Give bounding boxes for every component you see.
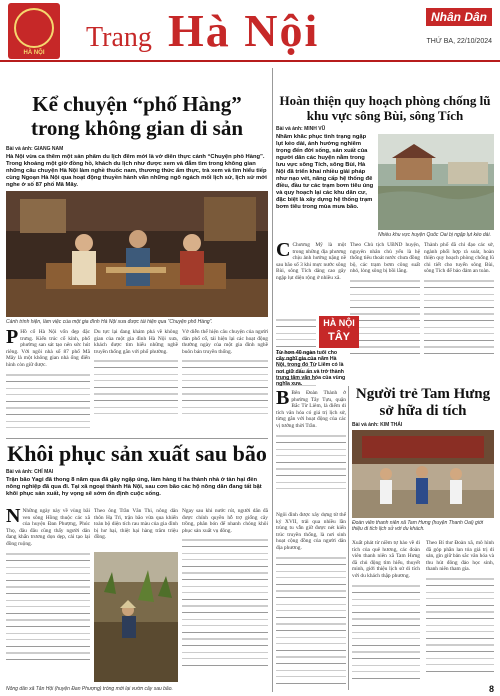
emblem-label: HÀ NỘI xyxy=(23,50,45,56)
article5-byline: Bài và ảnh: KIM THÁI xyxy=(352,422,403,428)
article1-byline: Bài và ảnh: GIANG NAM xyxy=(6,146,64,152)
article5-col1 xyxy=(352,540,420,690)
article3-body1: Những ngày này về vùng bãi ven sông Hồng thuộc các xã của huyện Đan Phượng, Phúc Thọ, đâu đâu cũng thấy người dân đang khẩn trương dọn dẹp, cải tạo lại đồng ruộng. xyxy=(6,508,90,547)
article2-byline: Bài và ảnh: MINH VŨ xyxy=(276,126,326,132)
article3-body3: Ngay sau khi nước rút, người dân đã được chính quyền hỗ trợ giống cây trồng, phân bón để nhanh chóng khôi phục sản xuất vụ đông. xyxy=(182,508,268,534)
article2-sapo: Nhằm khắc phục tình trạng ngập lụt kéo dài, ảnh hưởng nghiêm trọng đến đời sống, sản xuất của người dân các huyện nằm trong lưu vực sông Tích, sông Bùi, Hà Nội đã triển khai nhiều giải pháp như nạo vét, nâng cấp hệ thống đê điều, đầu tư các trạm bơm tiêu úng và quy hoạch lại các khu dân cư, đặc biệt là xây dựng hệ thống trạm bơm tiêu trong mùa mưa bão. xyxy=(276,134,374,210)
article3-byline: Bài và ảnh: CHÍ MAI xyxy=(6,469,54,475)
article3-title: Khôi phục sản xuất sau bão xyxy=(7,441,267,466)
article1-col3 xyxy=(182,329,268,435)
article5-col2 xyxy=(426,540,494,684)
article1-title-line1: Kể chuyện “phố Hàng” xyxy=(32,92,242,116)
article5-photo xyxy=(352,430,494,518)
badge-line1: HÀ NỘI xyxy=(323,318,355,328)
article2-body3: Thành phố đã chỉ đạo các sở, ngành phối hợp rà soát, hoàn thiện quy hoạch phòng chống lũ chi tiết cho tuyến sông Bùi, sông Tích để bảo đảm an toàn. xyxy=(424,242,494,275)
article3-caption: Nông dân xã Tân Hội (huyện Đan Phượng) trồng mới lại vườn cây sau bão. xyxy=(6,686,173,692)
article4-sapo: Từ hơn 40 ngàn tuổi cho cây nghĩ gia của năm Hà Nội, trong đó Từ Liêm có là nơi giữ dấu ấn và trở thành trung tâm văn hóa của vùng nghĩa xưa. xyxy=(276,350,346,388)
article1-col1 xyxy=(6,329,90,435)
article1-dropcap: P xyxy=(6,329,19,348)
article3-photo xyxy=(94,552,178,682)
article4-col1 xyxy=(276,390,346,510)
article4-body2: Ngôi đình được xây dựng từ thế kỷ XVII, trải qua nhiều lần trùng tu vẫn giữ được nét kiến trúc truyền thống, là nơi sinh hoạt cộng đồng của người dân địa phương. xyxy=(276,512,346,551)
article2-col2 xyxy=(350,242,420,382)
article3-col2 xyxy=(94,508,178,550)
article1-caption: Cảnh trình hiện, làm việc của một gia đình Hà Nội xưa được tái hiện qua “Chuyện phố Hàng”. xyxy=(6,319,213,325)
badge-line2: TÂY xyxy=(328,331,350,343)
article1-title-line2: trong không gian di sản xyxy=(30,116,244,140)
hanoi-emblem-icon xyxy=(8,3,60,59)
article2-body1: Chương Mỹ là một trong những địa phương chịu ảnh hưởng nặng nề sau bão số 3 khi mực nước sông Bùi, sông Tích dâng cao gây ngập lụt diện rộng ở nhiều xã. xyxy=(276,242,346,281)
article2-dropcap: C xyxy=(276,242,291,261)
section-badge xyxy=(319,316,359,348)
issue-date: THỨ BA, 22/10/2024 xyxy=(426,38,492,45)
article1-body3: Vở diễn thể hiện câu chuyện của người dân phố cổ, tái hiện lại các hoạt động thường ngày của một gia đình nghề buôn bán truyền thống. xyxy=(182,329,268,355)
column-divider-2 xyxy=(348,386,349,690)
article1-photo xyxy=(6,191,268,317)
article3-sapo: Trận bão Yagi đã thong 8 năm qua đã gây ngập úng, làm hàng tỉ ha thành nhà ở tàn hại đến nông nghiệp đã qua đi. Tại xã ngoại thành Hà Nội, sau cơn bão các hộ nông dân đang tất bật khôi phục sản xuất, hy vọng sẽ sớm ổn định cuộc sống. xyxy=(6,477,262,497)
article5-body1: Xuất phát từ niềm tự hào về di tích của quê hương, các đoàn viên thanh niên xã Tam Hưng đã chủ động tìm hiểu, thuyết minh, giới thiệu lịch sử di tích với du khách thập phương. xyxy=(352,540,420,579)
article1-col2 xyxy=(94,329,178,435)
article2-title: Hoàn thiện quy hoạch phòng chống lũ khu vực sông Bùi, sông Tích xyxy=(279,93,491,123)
article2-col3 xyxy=(424,242,494,382)
divider xyxy=(6,438,268,439)
column-divider xyxy=(272,68,273,692)
article2-photo xyxy=(378,134,494,230)
article2-col1 xyxy=(276,242,346,312)
article5-title: Người trẻ Tam Hưng sở hữa di tích xyxy=(355,386,491,419)
article3-col3 xyxy=(182,508,268,684)
section-word: Trang xyxy=(86,22,152,53)
article1-body1: Hồ cổ Hà Nội vốn đẹp đặc trưng. Kiến trúc cổ kính, phố phường san sát tạo nên sức hút riêng. Với ngôi nhà số 87 phố Mã Mây là một không gian nhà ống điển hình còn giữ được. xyxy=(6,329,90,368)
page-number: 8 xyxy=(488,684,494,694)
section-title: Hà Nội xyxy=(168,5,320,56)
article4-col2 xyxy=(276,512,346,690)
article3-dropcap: N xyxy=(6,508,21,527)
article4-dropcap: B xyxy=(276,390,290,409)
masthead xyxy=(0,0,500,62)
article1-body2: Du tực lại đang khám phá về không gian của một gia đình Hà Nội xưa, khách được tìm hiểu những nghề truyền thống gắn với phố phường. xyxy=(94,329,178,355)
article2-caption: Nhiều khu vực huyện Quốc Oai bị ngập lụt kéo dài. xyxy=(378,232,491,238)
article3-col1 xyxy=(6,508,90,684)
article1-sapo: Hà Nội vừa ca thêm một sản phẩm du lịch đêm mới là vở diễn thực cảnh “Chuyện phố Hàng”. Trong khoảng một giờ đồng hồ, khách du lịch như được xem và đắm tìm trong không gian những câu chuyện Hà Nội làm nghề thuốc nam, thương thức ẩm thực, trà xem và tìm hiểu tiếp cùng Ngoạn Hà Nội qua hoạt động thuyền hành văn những ngõ ngách mối lịch sử, lịch sử mới nghe ở số 87 phố Mã Mây. xyxy=(6,154,267,188)
article3-body2: Theo ông Trần Văn Thi, nông dân thôn Hạ Trì, trận bão vừa qua khiến toàn bộ diện tích rau màu của gia đình bị hư hại, thiệt hại hàng trăm triệu đồng. xyxy=(94,508,178,541)
newspaper-logo: Nhân Dân xyxy=(426,8,492,26)
article2-body2: Theo Chủ tịch UBND huyện, nguyên nhân chủ yếu là hệ thống tiêu thoát nước chưa đồng bộ, các trạm bơm công suất nhỏ, lòng sông bị bồi lắng. xyxy=(350,242,420,275)
article5-body2: Theo Bí thư Đoàn xã, mô hình đã góp phần lan tỏa giá trị di sản, gìn giữ bản sắc văn hóa và thu hút đông đảo học sinh, thanh niên tham gia. xyxy=(426,540,494,573)
article5-caption: Đoàn viên thanh niên xã Tam Hưng (huyện Thanh Oai) giới thiệu di tích lịch sử với du khách. xyxy=(352,520,484,532)
article4-body1: Bên Đoàn Thành ở phường Tây Tựu, quận Bắc Từ Liêm, là điểm di tích văn hóa có giá trị lịch sử, từng gắn với hoạt động của các vị tướng thời Trần. xyxy=(276,390,346,429)
